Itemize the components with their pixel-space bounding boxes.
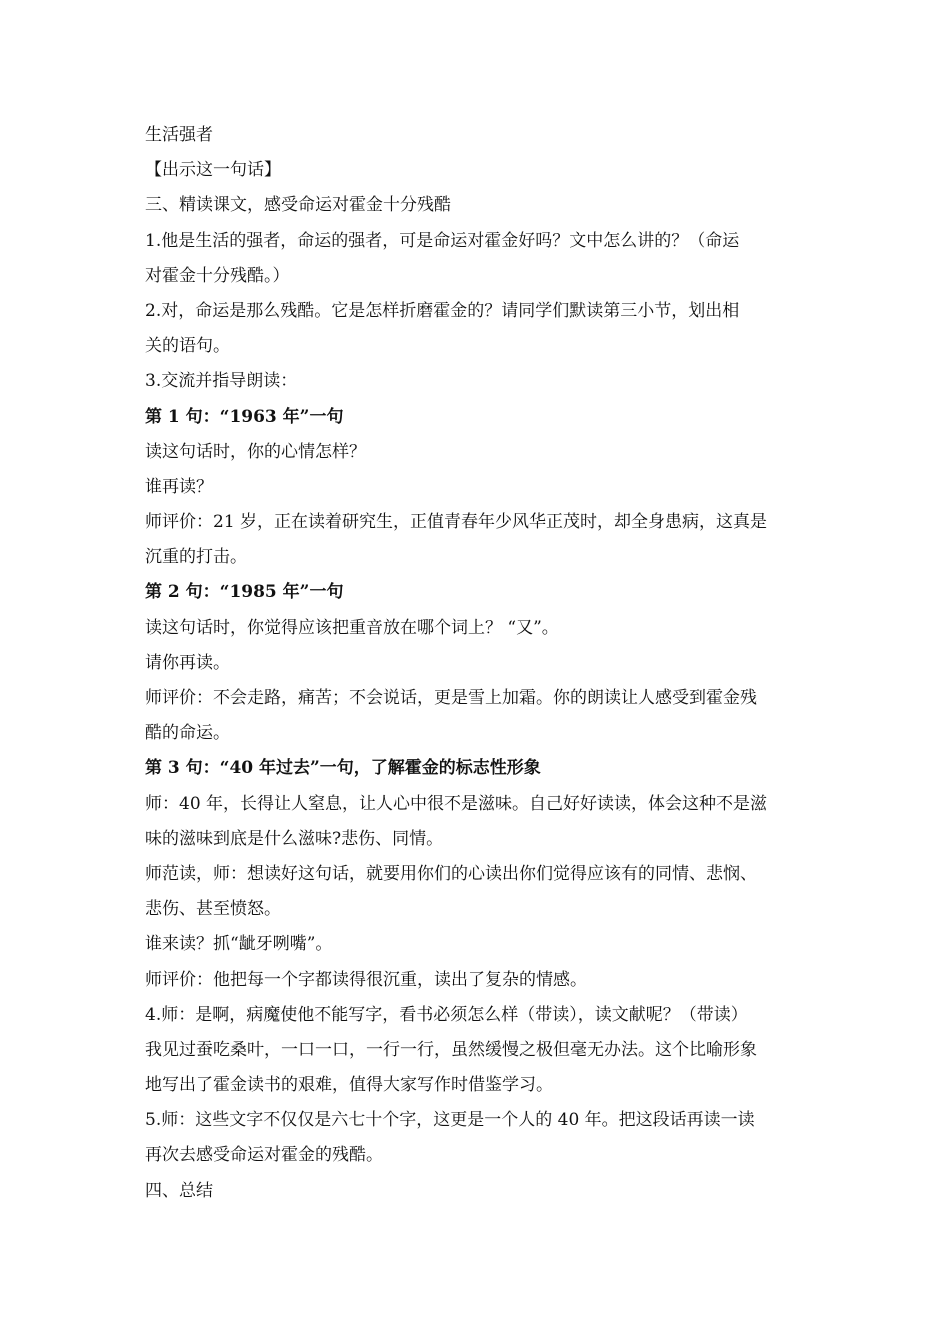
- document-page: [145, 118, 813, 1209]
- text-line: 我见过蚕吃桑叶，一口一口，一行一行，虽然缓慢之极但毫无办法。这个比喻形象: [145, 1039, 757, 1060]
- text-line: 悲伤、甚至愤怒。: [145, 899, 281, 920]
- text-line: 酷的命运。: [145, 723, 230, 744]
- text-line: 沉重的打击。: [145, 547, 247, 568]
- text-line: 2.对，命运是那么残酷。它是怎样折磨霍金的？请同学们默读第三小节，划出相: [145, 300, 740, 321]
- text-line: 地写出了霍金读书的艰难，值得大家写作时借鉴学习。: [145, 1075, 553, 1096]
- sentence-heading-1: 第 1 句：“1963 年”一句: [145, 406, 344, 427]
- text-line: 师评价：21 岁，正在读着研究生，正值青春年少风华正茂时，却全身患病，这真是: [145, 512, 768, 533]
- sentence-heading-2: 第 2 句：“1985 年”一句: [145, 582, 344, 603]
- text-line: 师：40 年，长得让人窒息，让人心中很不是滋味。自己好好读读，体会这种不是滋: [145, 793, 768, 814]
- text-line: 师评价：他把每一个字都读得很沉重，读出了复杂的情感。: [145, 969, 587, 990]
- text-line: 师评价：不会走路，痛苦；不会说话，更是雪上加霜。你的朗读让人感受到霍金残: [145, 688, 757, 708]
- section-heading: 四、总结: [145, 1180, 213, 1201]
- text-line: 谁来读？抓“龇牙咧嘴”。: [145, 934, 333, 955]
- text-line: 对霍金十分残酷。）: [145, 265, 290, 286]
- text-line: 3.交流并指导朗读：: [145, 371, 298, 392]
- text-line: 请你再读。: [145, 652, 230, 673]
- text-line: 读这句话时，你的心情怎样？: [145, 441, 366, 462]
- text-line: 师范读，师：想读好这句话，就要用你们的心读出你们觉得应该有的同情、悲悯、: [145, 863, 757, 884]
- section-heading: 三、精读课文，感受命运对霍金十分残酷: [145, 195, 451, 216]
- text-line: 1.他是生活的强者，命运的强者，可是命运对霍金好吗？文中怎么讲的？（命运: [145, 230, 740, 251]
- text-line: 谁再读？: [145, 476, 213, 497]
- text-line: 味的滋味到底是什么滋味?悲伤、同情。: [145, 828, 444, 849]
- text-line: 读这句话时，你觉得应该把重音放在哪个词上？ “又”。: [145, 617, 559, 638]
- text-line: 再次去感受命运对霍金的残酷。: [145, 1145, 383, 1166]
- text-line: 【出示这一句话】: [145, 160, 281, 181]
- sentence-heading-3: 第 3 句：“40 年过去”一句，了解霍金的标志性形象: [145, 758, 541, 779]
- text-line: 5.师：这些文字不仅仅是六七十个字，这更是一个人的 40 年。把这段话再读一读: [145, 1110, 755, 1131]
- text-line: 关的语句。: [145, 336, 230, 357]
- text-line: 4.师：是啊，病魔使他不能写字，看书必须怎么样（带读），读文献呢？（带读）: [145, 1004, 748, 1025]
- text-line: 生活强者: [145, 125, 213, 145]
